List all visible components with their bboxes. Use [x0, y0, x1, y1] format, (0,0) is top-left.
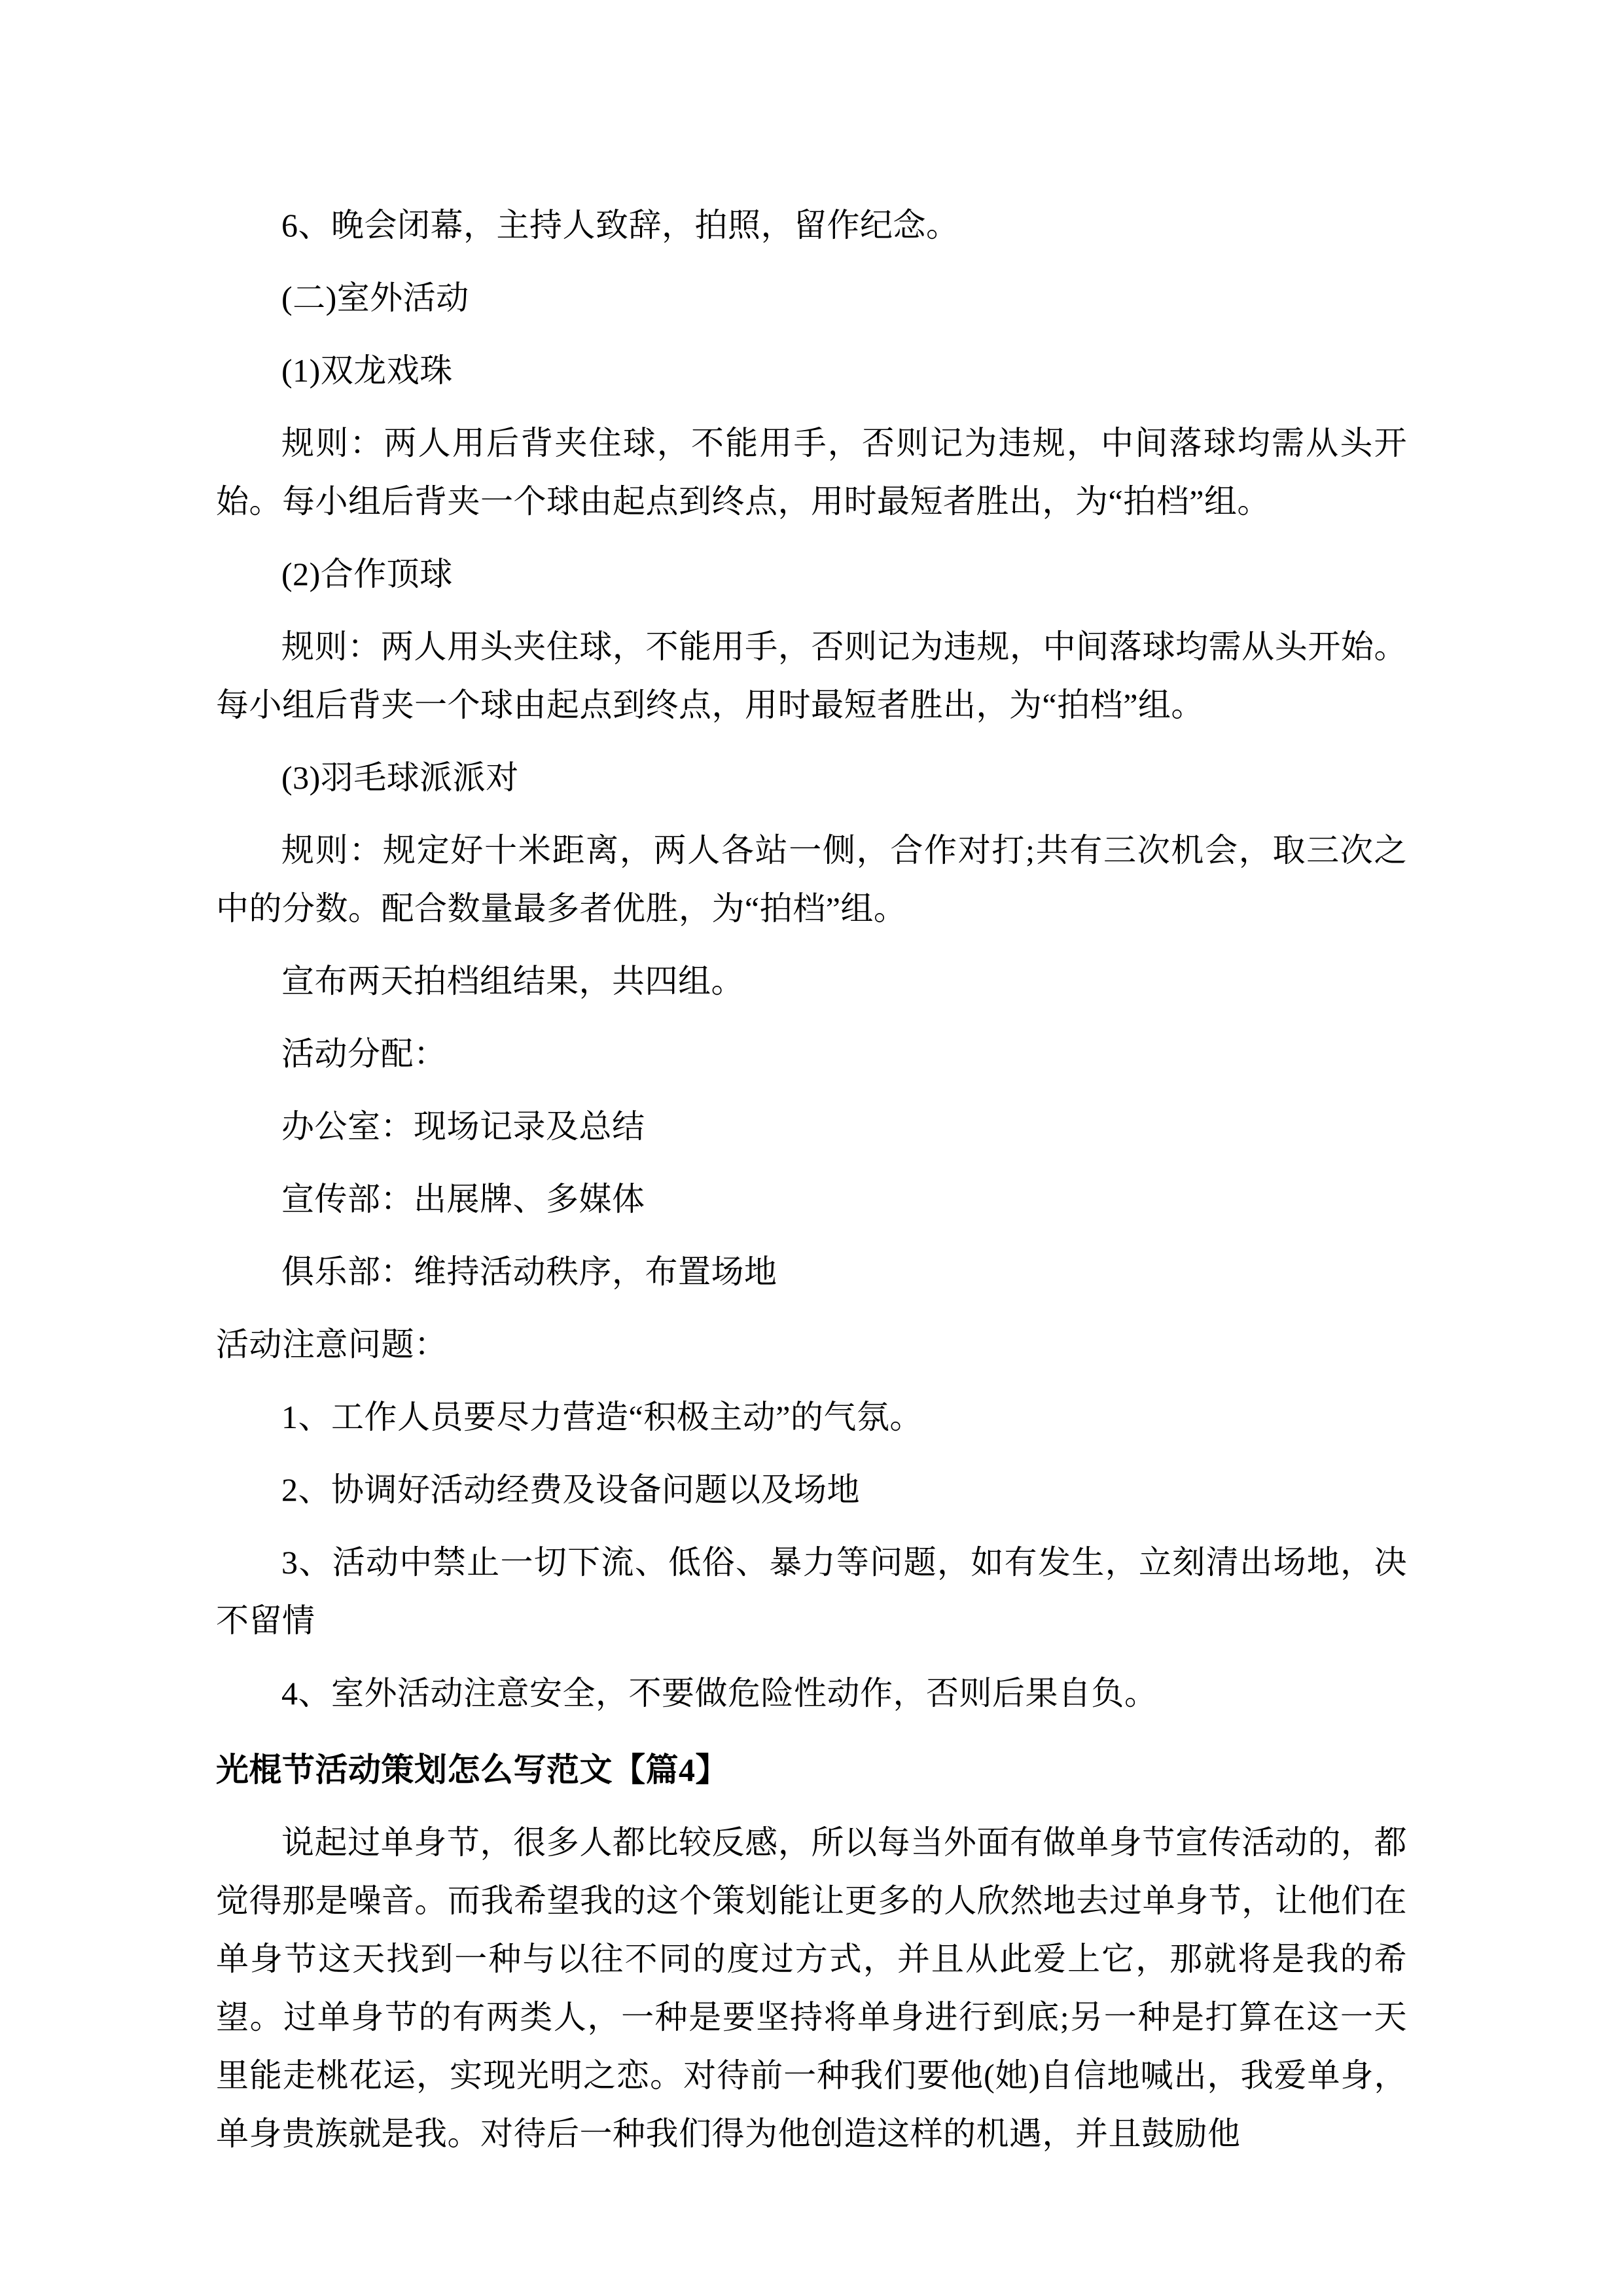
paragraph-game-1-title: (1)双龙戏珠 [281, 352, 453, 389]
paragraph-note-4: 4、室外活动注意安全，不要做危险性动作，否则后果自负。 [281, 1675, 1158, 1712]
paragraph-note-3: 3、活动中禁止一切下流、低俗、暴力等问题，如有发生，立刻清出场地，决不留情 [216, 1544, 1407, 1639]
paragraph-notes-title: 活动注意问题： [216, 1326, 448, 1363]
paragraph-assignment-office: 办公室：现场记录及总结 [281, 1108, 645, 1145]
paragraph-announce-results: 宣布两天拍档组结果，共四组。 [281, 963, 744, 999]
paragraph-note-2: 2、协调好活动经费及设备问题以及场地 [281, 1471, 860, 1508]
paragraph-part-4-intro: 说起过单身节，很多人都比较反感，所以每当外面有做单身节宣传活动的，都觉得那是噪音。而我希望我的这个策划能让更多的人欣然地去过单身节，让他们在单身节这天找到一种与以往不同的度过方式，并且从此爱上它，那就将是我的希望。过单身节的有两类人，一种是要坚持将单身进行到底;另一种是打算在这一天里能走桃花运，实现光明之恋。对待前一种我们要他(她)自信地喊出，我爱单身，单身贵族就是我。对待后一种我们得为他创造这样的机遇，并且鼓励他 [216, 1824, 1407, 2152]
paragraph-note-1: 1、工作人员要尽力营造“积极主动”的气氛。 [281, 1399, 923, 1435]
section-heading-part-4: 光棍节活动策划怎么写范文【篇4】 [216, 1751, 728, 1788]
paragraph-section-outdoor: (二)室外活动 [281, 279, 469, 316]
paragraph-game-1-rules: 规则：两人用后背夹住球，不能用手，否则记为违规，中间落球均需从头开始。每小组后背夹一个球由起点到终点，用时最短者胜出，为“拍档”组。 [216, 425, 1407, 520]
paragraph-game-2-title: (2)合作顶球 [281, 556, 453, 592]
paragraph-game-2-rules: 规则：两人用头夹住球，不能用手，否则记为违规，中间落球均需从头开始。每小组后背夹一个球由起点到终点，用时最短者胜出，为“拍档”组。 [216, 628, 1407, 723]
paragraph-assignment-title: 活动分配： [281, 1035, 447, 1072]
paragraph-game-3-rules: 规则：规定好十米距离，两人各站一侧，合作对打;共有三次机会，取三次之中的分数。配合数量最多者优胜，为“拍档”组。 [216, 832, 1407, 927]
document-body [216, 196, 1407, 2163]
paragraph-assignment-publicity: 宣传部：出展牌、多媒体 [281, 1181, 645, 1217]
paragraph-assignment-club: 俱乐部：维持活动秩序，布置场地 [281, 1253, 777, 1290]
paragraph-game-3-title: (3)羽毛球派派对 [281, 759, 519, 796]
paragraph-6-closing: 6、晚会闭幕，主持人致辞，拍照，留作纪念。 [281, 207, 959, 243]
